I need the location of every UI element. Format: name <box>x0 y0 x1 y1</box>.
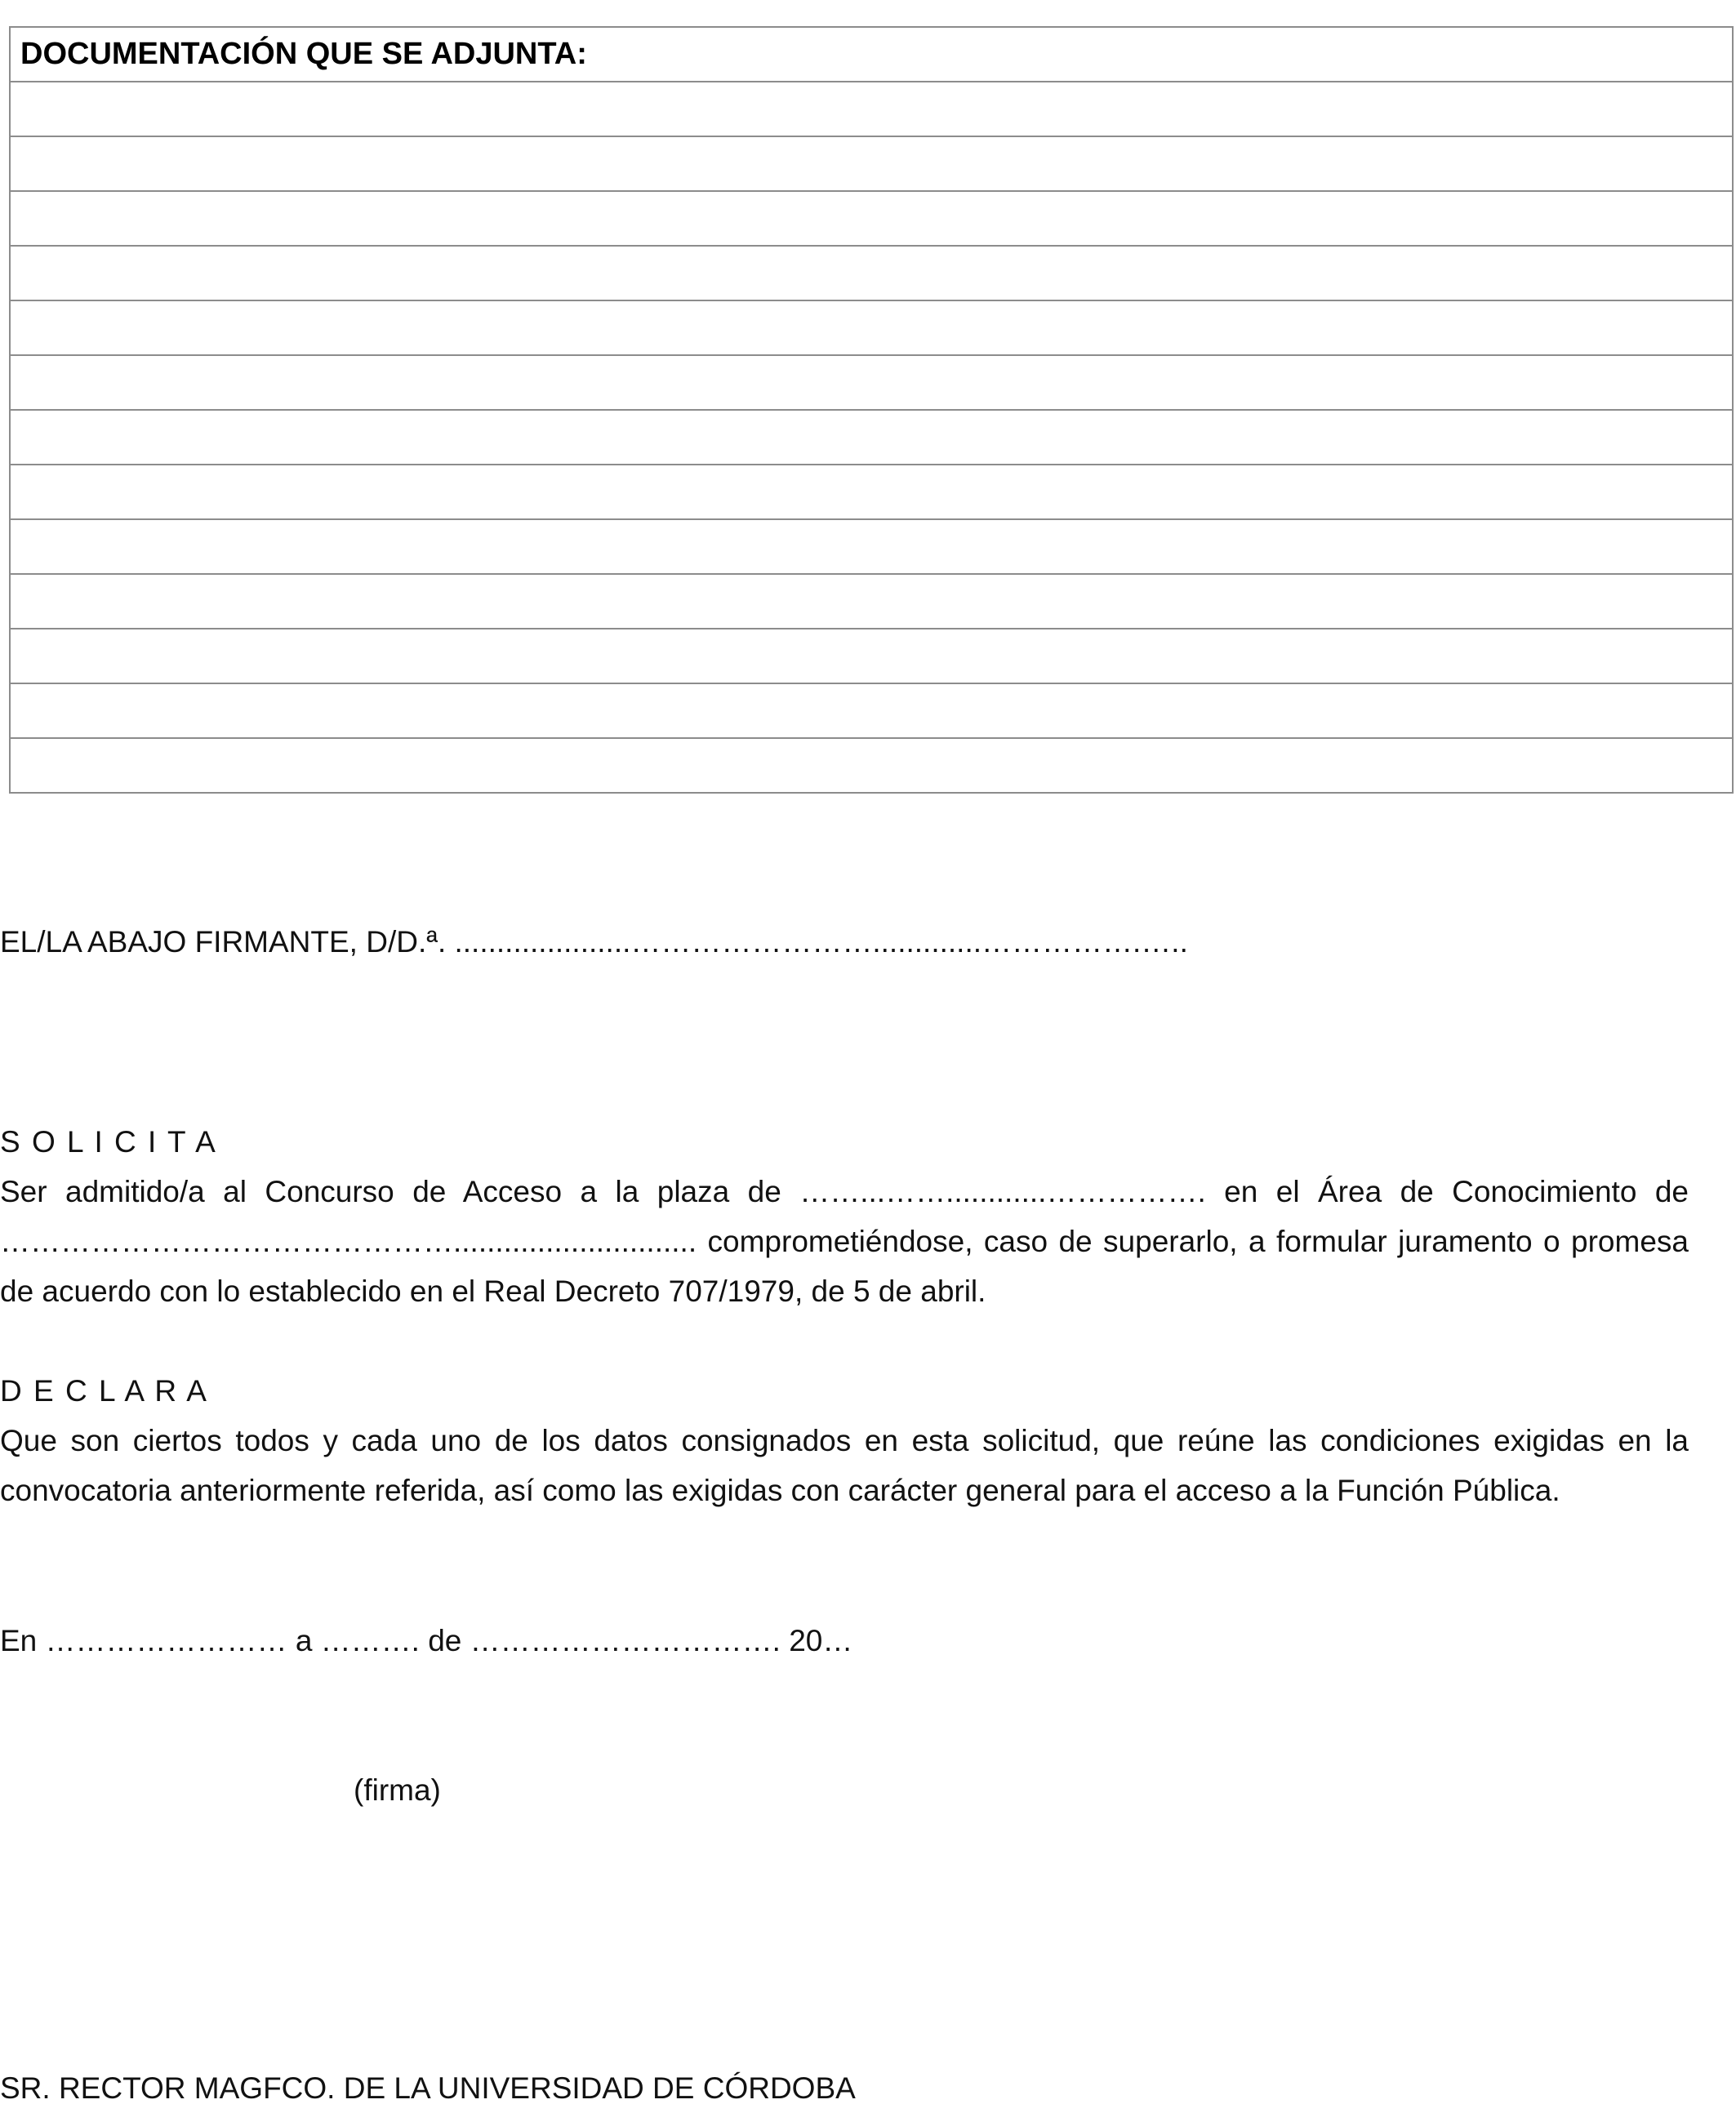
documentation-row <box>10 629 1733 683</box>
documentation-header: DOCUMENTACIÓN QUE SE ADJUNTA: <box>10 27 1733 82</box>
documentation-cell[interactable] <box>10 683 1733 738</box>
signature-label: (firma) <box>354 1773 441 1807</box>
documentation-cell[interactable] <box>10 82 1733 136</box>
declara-heading: D E C L A R A <box>0 1374 208 1408</box>
declara-text: Que son ciertos todos y cada uno de los datos consignados en esta solicitud, que reúne las condiciones exigidas en la convocatoria anteriormente referida, así como las exigidas con carácter general para el acceso a la Función Pública. <box>0 1424 1689 1507</box>
documentation-row <box>10 191 1733 246</box>
documentation-cell[interactable] <box>10 246 1733 300</box>
documentation-cell[interactable] <box>10 355 1733 410</box>
documentation-header-row <box>10 27 1733 82</box>
documentation-row <box>10 465 1733 519</box>
documentation-cell[interactable] <box>10 191 1733 246</box>
documentation-row <box>10 300 1733 355</box>
solicita-text: Ser admitido/a al Concurso de Acceso a la plaza de ……...……............……………. en el Área de Conocimiento de ………………………………………............................. comprometiéndose, caso de superarlo, a formular juramento o promesa de acuerdo con lo establecido en el Real Decreto 707/1979, de 5 de abril. <box>0 1175 1689 1308</box>
documentation-row <box>10 738 1733 793</box>
addressee: SR. RECTOR MAGFCO. DE LA UNIVERSIDAD DE CÓRDOBA <box>0 2071 856 2105</box>
documentation-cell[interactable] <box>10 136 1733 191</box>
documentation-cell[interactable] <box>10 738 1733 793</box>
documentation-row <box>10 246 1733 300</box>
documentation-cell[interactable] <box>10 465 1733 519</box>
documentation-table <box>9 26 1734 794</box>
documentation-row <box>10 136 1733 191</box>
documentation-cell[interactable] <box>10 410 1733 465</box>
documentation-cell[interactable] <box>10 300 1733 355</box>
documentation-row <box>10 519 1733 574</box>
signer-line: EL/LA ABAJO FIRMANTE, D/D.ª. .....................…………………….............…………….….. <box>0 925 1188 959</box>
documentation-cell[interactable] <box>10 519 1733 574</box>
documentation-row <box>10 410 1733 465</box>
solicita-heading: S O L I C I T A <box>0 1125 217 1159</box>
documentation-row <box>10 355 1733 410</box>
documentation-row <box>10 574 1733 629</box>
documentation-cell[interactable] <box>10 574 1733 629</box>
documentation-row <box>10 683 1733 738</box>
place-date-line: En …………………… a ………. de …………………………. 20… <box>0 1624 853 1657</box>
documentation-row <box>10 82 1733 136</box>
documentation-cell[interactable] <box>10 629 1733 683</box>
